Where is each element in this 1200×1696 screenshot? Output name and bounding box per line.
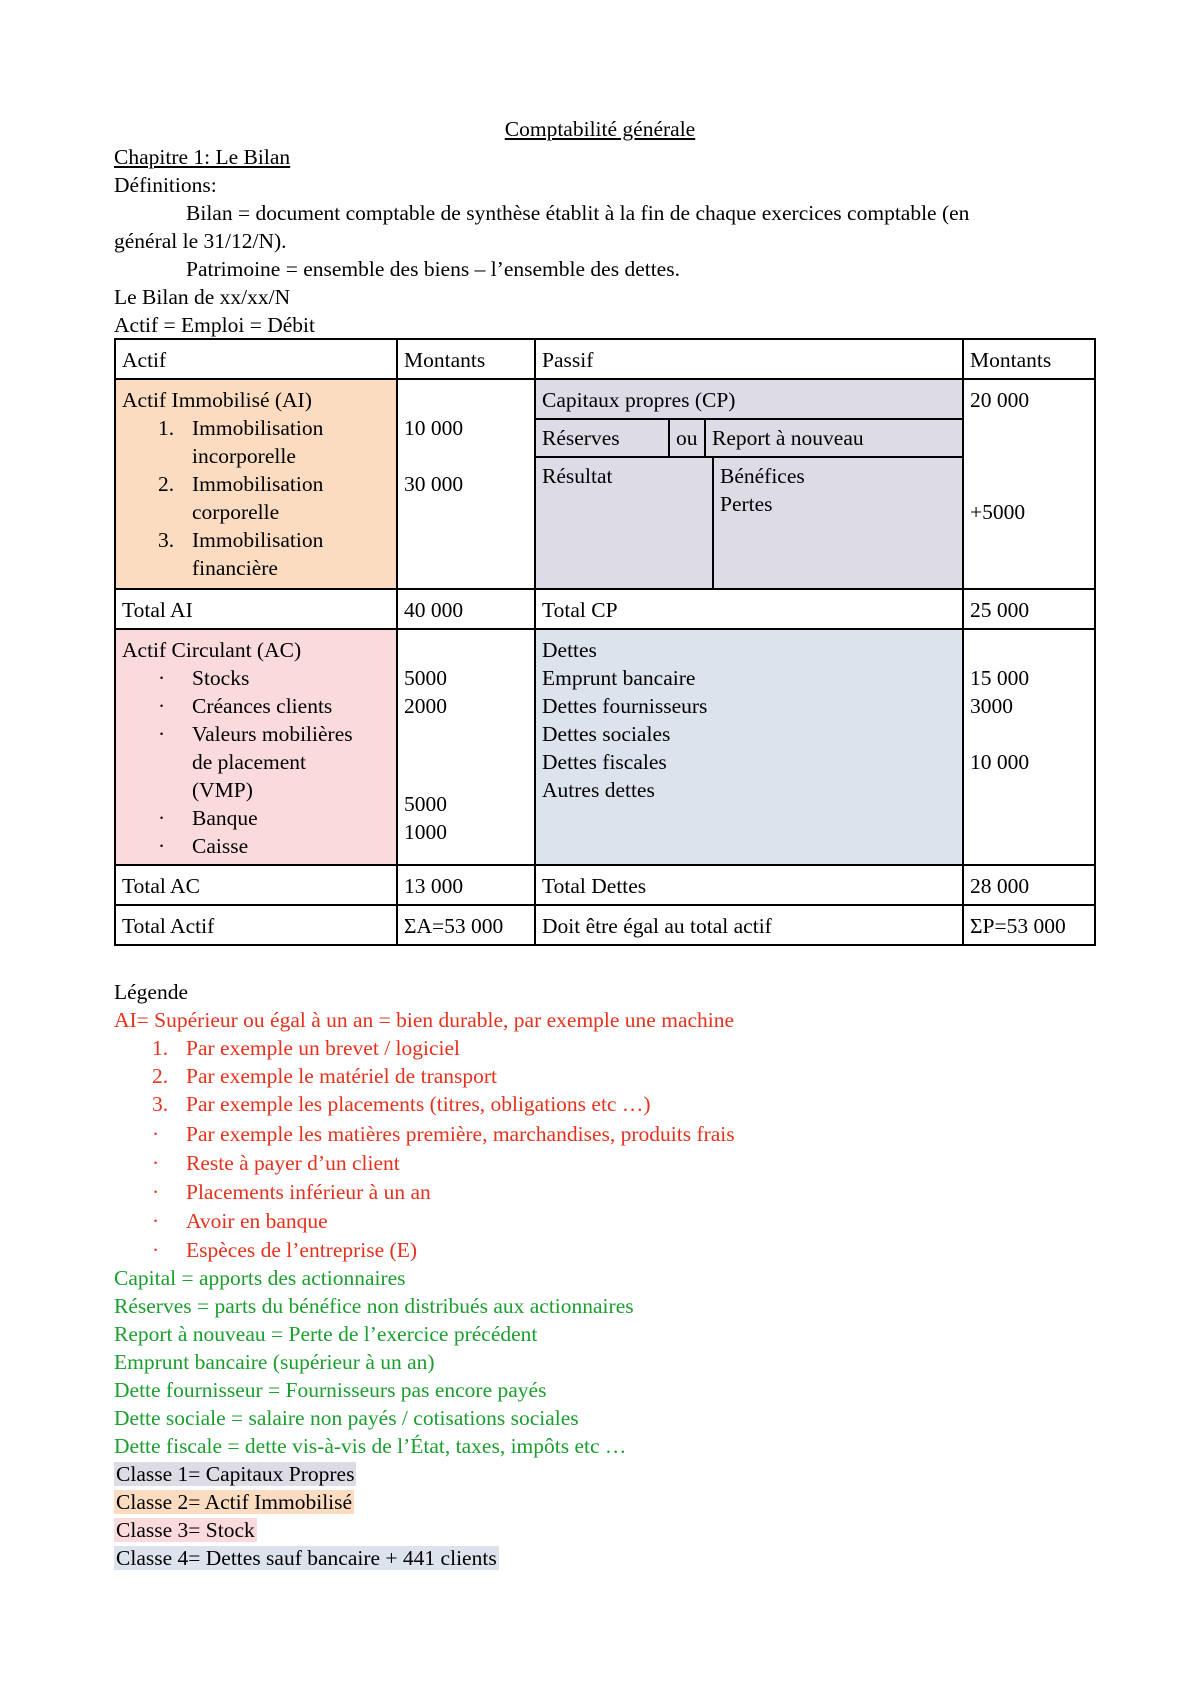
- def-patrimoine: Patrimoine = ensemble des biens – l’ensemble des dettes.: [186, 257, 680, 281]
- page-title: Comptabilité générale: [504, 117, 696, 141]
- legende-num-1: 1.: [152, 1036, 169, 1060]
- legende-bullet-4: ·: [152, 1209, 160, 1233]
- actif-equation: Actif = Emploi = Débit: [114, 313, 315, 337]
- doit-etre-label: Doit être égal au total actif: [535, 905, 963, 945]
- classe-4: Classe 4= Dettes sauf bancaire + 441 clients: [116, 1546, 497, 1570]
- total-ai-label: Total AI: [115, 589, 397, 629]
- total-ai-value: 40 000: [397, 589, 535, 629]
- dettes-amount-fiscales: 10 000: [970, 750, 1030, 774]
- list-item: · Stocks: [158, 666, 250, 690]
- legende-dette-fiscale: Dette fiscale = dette vis-à-vis de l’État, taxes, impôts etc …: [114, 1434, 627, 1458]
- ac-amount-banque: 5000: [404, 792, 447, 816]
- ac-dettes-row: [115, 629, 1095, 865]
- resultat-detail: [714, 458, 811, 588]
- dettes-amount-emprunt: 15 000: [970, 666, 1030, 690]
- dettes-amount-fourn: 3000: [970, 694, 1013, 718]
- report-label: Report à nouveau: [712, 426, 864, 450]
- ac-list: [122, 664, 390, 860]
- bilan-table: [114, 338, 1096, 946]
- legende-dette-sociale: Dette sociale = salaire non payés / cotisations sociales: [114, 1406, 579, 1430]
- total-actif-value: ΣA=53 000: [397, 905, 535, 945]
- ac-amount-caisse: 1000: [404, 820, 447, 844]
- legende-b1: Par exemple les matières première, marchandises, produits frais: [186, 1122, 735, 1146]
- list-item: 2. Immobilisation corporelle: [158, 472, 324, 524]
- list-item: · Valeurs mobilières de placement (VMP): [158, 722, 353, 802]
- cp-amount-1: 20 000: [970, 388, 1030, 412]
- legende-dette-fournisseur: Dette fournisseur = Fournisseurs pas encore payés: [114, 1378, 547, 1402]
- list-item: · Caisse: [158, 834, 249, 858]
- legende-label: Légende: [114, 980, 189, 1004]
- legende-bullet-3: ·: [152, 1180, 160, 1204]
- list-item: · Banque: [158, 806, 258, 830]
- header-passif: Passif: [535, 339, 963, 379]
- total-passif-value: ΣP=53 000: [963, 905, 1095, 945]
- total-actif-row: [115, 905, 1095, 945]
- total-ac-value: 13 000: [397, 865, 535, 905]
- total-ac-row: [115, 865, 1095, 905]
- classe-1: Classe 1= Capitaux Propres: [116, 1462, 355, 1486]
- cp-reserves-row: [536, 420, 962, 458]
- capitaux-propres-cell: [535, 379, 963, 589]
- dettes-fournisseurs: Dettes fournisseurs: [542, 694, 708, 718]
- ai-list: [122, 414, 390, 582]
- ai-amount-2: 30 000: [404, 472, 464, 496]
- bilan-date: Le Bilan de xx/xx/N: [114, 285, 291, 309]
- benefices-label: Bénéfices: [720, 464, 805, 488]
- table-header-row: [115, 339, 1095, 379]
- ai-cp-row: [115, 379, 1095, 589]
- ai-amount-1: 10 000: [404, 416, 464, 440]
- classe-2: Classe 2= Actif Immobilisé: [116, 1490, 353, 1514]
- ac-amounts-cell: [397, 629, 535, 865]
- legende-b5: Espèces de l’entreprise (E): [186, 1238, 418, 1262]
- list-item: 1. Immobilisation incorporelle: [158, 416, 324, 468]
- legende-bullet-2: ·: [152, 1151, 160, 1175]
- actif-immobilise-cell: [115, 379, 397, 589]
- def-bilan-line1: Bilan = document comptable de synthèse établit à la fin de chaque exercices comptable (en: [186, 201, 970, 225]
- legende-b3: Placements inférieur à un an: [186, 1180, 431, 1204]
- ou-label: ou: [670, 420, 706, 456]
- legende-item-2: Par exemple le matériel de transport: [186, 1064, 498, 1088]
- total-ai-row: [115, 589, 1095, 629]
- dettes-fiscales: Dettes fiscales: [542, 750, 667, 774]
- legende-b2: Reste à payer d’un client: [186, 1151, 400, 1175]
- dettes-emprunt: Emprunt bancaire: [542, 666, 696, 690]
- total-dettes-label: Total Dettes: [535, 865, 963, 905]
- definitions-label: Définitions:: [114, 173, 217, 197]
- def-bilan-line2: général le 31/12/N).: [114, 229, 287, 253]
- dettes-amounts-cell: [963, 629, 1095, 865]
- dettes-title: Dettes: [542, 638, 597, 662]
- dettes-autres: Autres dettes: [542, 778, 655, 802]
- legende-reserves: Réserves = parts du bénéfice non distribués aux actionnaires: [114, 1294, 634, 1318]
- cp-resultat-row: [536, 458, 962, 588]
- dettes-sociales: Dettes sociales: [542, 722, 671, 746]
- legende-item-3: Par exemple les placements (titres, obligations etc …): [186, 1092, 651, 1116]
- ai-amounts-cell: [397, 379, 535, 589]
- legende-emprunt: Emprunt bancaire (supérieur à un an): [114, 1350, 435, 1374]
- actif-circulant-cell: [115, 629, 397, 865]
- total-dettes-value: 28 000: [963, 865, 1095, 905]
- ac-amount-creances: 2000: [404, 694, 447, 718]
- header-montants-actif: Montants: [397, 339, 535, 379]
- ai-title: Actif Immobilisé (AI): [122, 388, 312, 412]
- legende-report: Report à nouveau = Perte de l’exercice précédent: [114, 1322, 538, 1346]
- chapter-heading: Chapitre 1: Le Bilan: [114, 145, 291, 169]
- legende-b4: Avoir en banque: [186, 1209, 328, 1233]
- legende-num-2: 2.: [152, 1064, 169, 1088]
- legende-capital: Capital = apports des actionnaires: [114, 1266, 406, 1290]
- dettes-cell: [535, 629, 963, 865]
- cp-title: Capitaux propres (CP): [536, 380, 962, 420]
- ac-amount-stocks: 5000: [404, 666, 447, 690]
- total-actif-label: Total Actif: [115, 905, 397, 945]
- list-item: · Créances clients: [158, 694, 333, 718]
- legende-bullet-1: ·: [152, 1122, 160, 1146]
- header-actif: Actif: [115, 339, 397, 379]
- legende-num-3: 3.: [152, 1092, 169, 1116]
- total-cp-value: 25 000: [963, 589, 1095, 629]
- legende-ai: AI= Supérieur ou égal à un an = bien durable, par exemple une machine: [114, 1008, 735, 1032]
- legende-bullet-5: ·: [152, 1238, 160, 1262]
- cp-amount-2: +5000: [970, 500, 1026, 524]
- legende-item-1: Par exemple un brevet / logiciel: [186, 1036, 461, 1060]
- ac-title: Actif Circulant (AC): [122, 638, 302, 662]
- reserves-label: Réserves: [536, 420, 670, 456]
- total-ac-label: Total AC: [115, 865, 397, 905]
- cp-amounts-cell: [963, 379, 1095, 589]
- resultat-label: Résultat: [536, 458, 714, 588]
- header-montants-passif: Montants: [963, 339, 1095, 379]
- total-cp-label: Total CP: [535, 589, 963, 629]
- list-item: 3. Immobilisation financière: [158, 528, 324, 580]
- classe-3: Classe 3= Stock: [116, 1518, 255, 1542]
- pertes-label: Pertes: [720, 492, 773, 516]
